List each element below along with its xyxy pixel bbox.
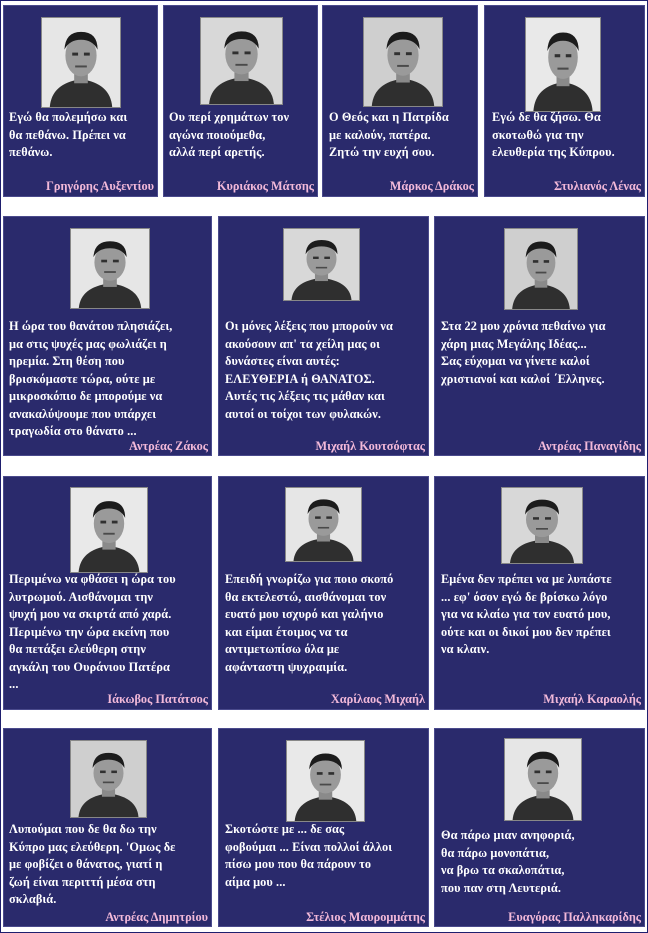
portrait-silhouette: [284, 229, 359, 300]
hero-quote: Θα πάρω μιαν ανηφοριά, θα πάρω μονοπάτια, να βρω τα σκαλοπάτια, που παν στη Λευτεριά.: [441, 828, 575, 895]
hero-card: [3, 5, 158, 197]
portrait-photo: [200, 17, 283, 105]
hero-card: [322, 5, 478, 197]
hero-name: Γρηγόρης Αυξεντίου: [46, 179, 154, 193]
portrait-silhouette: [526, 18, 600, 111]
portrait-silhouette: [364, 18, 442, 106]
hero-quote: Επειδή γνωρίζω για ποιο σκοπό θα εκτελεστώ, αισθάνομαι τον ευατό μου ισχυρό και γαλήνιο και είμαι έτοιμος να τα αντιμετωπίσω όλα με αφάνταστη ψυχραιμία.: [225, 572, 394, 674]
hero-card: [3, 216, 212, 456]
portrait-silhouette: [502, 488, 582, 563]
hero-name: Αντρέας Παναγίδης: [538, 439, 641, 453]
hero-quote: Περιμένω να φθάσει η ώρα του λυτρωμού. Αισθάνομαι την ψυχή μου να σκιρτά από χαρά. Περιμένω την ώρα εκείνη που θα πετάξει ελεύθερη στην αγκάλη του Ουράνιου Πατέρα ...: [9, 572, 176, 691]
portrait-photo: [525, 17, 601, 112]
hero-card: [218, 216, 429, 456]
hero-quote: Η ώρα του θανάτου πλησιάζει, μα στις ψυχές μας φωλιάζει η ηρεμία. Στη θέση που βρισκόμαστε τώρα, ούτε με μικροσκόπιο δε μπορούμε να ανακαλύψουμε που υπάρχει τραγωδία στο θάνατο ...: [9, 319, 173, 438]
hero-quote: Στα 22 μου χρόνια πεθαίνω για χάρη μιας Μεγάλης Ιδέας... Σας εύχομαι να γίνετε καλοί χριστιανοί και καλοί ΄Ελληνες.: [441, 319, 606, 386]
hero-name: Μιχαήλ Κουτσόφτας: [315, 439, 425, 453]
portrait-photo: [504, 738, 582, 821]
hero-card: [163, 5, 318, 197]
hero-quote: Οι μόνες λέξεις που μπορούν να ακούσουν απ' τα χείλη μας οι δυνάστες είναι αυτές: ΕΛΕΥΘΕΡΙΑ ή ΘΑΝΑΤΟΣ. Αυτές τις λέξεις τις μάθαν και αυτοί οι τοίχοι των φυλακών.: [225, 319, 393, 421]
portrait-photo: [363, 17, 443, 107]
portrait-photo: [70, 487, 148, 573]
hero-card: [434, 728, 645, 927]
hero-card: [218, 728, 429, 927]
portrait-silhouette: [286, 488, 361, 561]
portrait-silhouette: [287, 741, 364, 821]
hero-card: [3, 476, 212, 710]
hero-quote: Ο Θεός και η Πατρίδα με καλούν, πατέρα. Ζητώ την ευχή σου.: [329, 110, 449, 159]
hero-name: Αντρέας Δημητρίου: [105, 910, 208, 924]
hero-name: Μάρκος Δράκος: [389, 179, 474, 193]
portrait-photo: [285, 487, 362, 562]
hero-card: [434, 216, 645, 456]
portrait-photo: [286, 740, 365, 822]
hero-name: Στυλιανός Λένας: [553, 179, 641, 193]
portrait-photo: [504, 228, 578, 310]
portrait-silhouette: [201, 18, 282, 104]
hero-name: Αντρέας Ζάκος: [129, 439, 208, 453]
hero-name: Ευαγόρας Παλληκαρίδης: [508, 910, 641, 924]
hero-name: Μιχαήλ Καραολής: [543, 692, 641, 706]
portrait-silhouette: [71, 229, 149, 308]
portrait-photo: [70, 228, 150, 309]
hero-name: Στέλιος Μαυρομμάτης: [306, 910, 425, 924]
portrait-photo: [501, 487, 583, 564]
portrait-silhouette: [71, 488, 147, 572]
portrait-silhouette: [505, 739, 581, 820]
portrait-photo: [41, 17, 121, 108]
hero-quote: Ου περί χρημάτων τον αγώνα ποιούμεθα, αλλά περί αρετής.: [169, 110, 290, 159]
hero-name: Ιάκωβος Πατάτσος: [107, 692, 208, 706]
hero-name: Κυριάκος Μάτσης: [216, 179, 314, 193]
hero-quote: Εγώ δε θα ζήσω. Θα σκοτωθώ για την ελευθερία της Κύπρου.: [492, 110, 615, 159]
hero-quote: Εμένα δεν πρέπει να με λυπάστε ... εφ' όσον εγώ δε βρίσκω λόγο για να κλαίω για τον ευατό μου, ούτε και οι δικοί μου δεν πρέπει να κλαιν.: [441, 572, 612, 656]
hero-quote: Εγώ θα πολεμήσω και θα πεθάνω. Πρέπει να πεθάνω.: [9, 110, 128, 159]
hero-name: Χαρίλαος Μιχαήλ: [330, 692, 425, 706]
hero-quote: Σκοτώστε με ... δε σας φοβούμαι ... Είναι πολλοί άλλοι πίσω μου που θα πάρουν το αίμα μου ...: [225, 822, 393, 889]
portrait-silhouette: [505, 229, 577, 309]
hero-card: [434, 476, 645, 710]
portrait-silhouette: [71, 741, 146, 817]
hero-quote: Λυπούμαι που δε θα δω την Κύπρο μας ελεύθερη. 'Ομως δε με φοβίζει ο θάνατος, γιατί η ζωή είναι περιττή μέσα στη σκλαβιά.: [9, 822, 176, 906]
portrait-photo: [283, 228, 360, 301]
portrait-photo: [70, 740, 147, 818]
portrait-silhouette: [42, 18, 120, 107]
hero-card: [3, 728, 212, 927]
hero-card: [218, 476, 429, 710]
hero-card: [484, 5, 645, 197]
